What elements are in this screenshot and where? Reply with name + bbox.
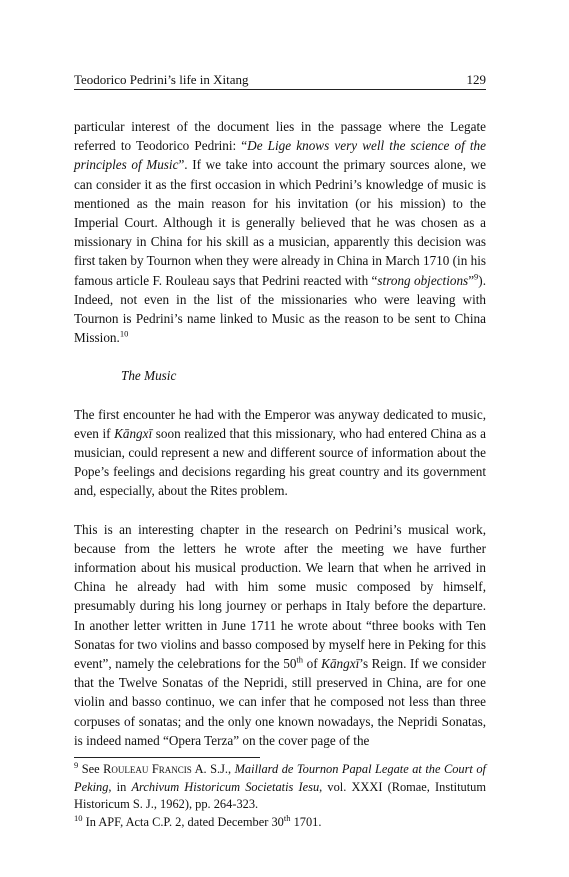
paragraph-gap bbox=[74, 386, 486, 405]
footnote-10: $^{10}$ In APF, Acta C.P. 2, dated December 30th 1701. bbox=[74, 812, 322, 829]
article-title: Maillard de Tournon Papal Legate at the Court of Peking bbox=[74, 762, 486, 794]
main-text bbox=[74, 117, 486, 750]
running-header bbox=[74, 71, 486, 88]
section-heading: The Music bbox=[121, 368, 177, 384]
journal-title: Archivum Historicum Societatis Iesu bbox=[131, 779, 320, 794]
emperor-name: Kāngxī bbox=[321, 656, 360, 672]
footnote-ref-10[interactable]: 10 bbox=[119, 328, 129, 339]
footnote-ref-9[interactable]: 9 bbox=[474, 271, 479, 282]
running-title: Teodorico Pedrini’s life in Xitang bbox=[74, 72, 249, 87]
paragraph-2: The first encounter he had with the Emperor was anyway dedicated to music, even if Kāngxī soon realized that this missionary, who had entered China as a musician, could represent a new and different source of information about the Pope’s feelings and decisions regarding his great country and its government and, especially, about the Rites problem. bbox=[74, 406, 486, 499]
quote-italic: De Lige knows very well the science of the principles of Music bbox=[74, 138, 486, 173]
quote-italic-2: strong objections bbox=[377, 272, 469, 288]
paragraph-gap bbox=[74, 347, 486, 366]
ordinal-sup: th bbox=[283, 812, 291, 823]
paragraph-1: particular interest of the document lies in the passage where the Legate referred to Teodorico Pedrini: “De Lige knows very well the science of the principles of Music”. If we take into account the primary sources alone, we can consider it as the first occasion in which Pedrini’s knowledge of music is mentioned as the main reason for his invitation (or his mission) to the Imperial Court. Although it is generally believed that he was chosen as a missionary in China for his skill as a musician, apparently this decision was first taken by Tournon when they were already in China in March 1710 (in his famous article F. Rouleau says that Pedrini reacted with “strong objections”$^9$). Indeed, not even in the list of the missionaries who were leaving with Tournon is Pedrini’s name linked to Music as the reason to be sent to China Mission.$^{10}$ bbox=[74, 119, 486, 346]
paragraph-gap bbox=[74, 501, 486, 520]
footnote-9: $^9$ See Rouleau Francis A. S.J., Maillard de Tournon Papal Legate at the Court of Peking, in Archivum Historicum Societatis Iesu, vol. XXXI (Romae, Institutum Historicum S. J., 1962), pp. 264-323. bbox=[74, 759, 486, 811]
emperor-name: Kāngxī bbox=[114, 425, 153, 441]
footnote-mark: 9 bbox=[74, 759, 79, 770]
footnote-mark: 10 bbox=[74, 812, 83, 823]
footnotes bbox=[74, 761, 486, 831]
page-number: 129 bbox=[466, 72, 486, 87]
header-rule bbox=[74, 89, 486, 90]
paragraph-3: This is an interesting chapter in the research on Pedrini’s musical work, because from the letters he wrote after the meeting we have further information about his musical production. We learn that when he arrived in China he already had with him some music composed by himself, presumably during his long journey or perhaps in Italy before the departure. In another letter written in June 1711 he wrote about “three books with Ten Sonatas for two violins and basso composed by myself here in Peking for this event”, namely the celebrations for the 50th of Kāngxī’s Reign. If we consider that the Twelve Sonatas of the Nepridi, still preserved in China, are for one violin and basso continuo, we can infer that he composed not less than three corpuses of sonatas; and the only one known nowadays, the Nepridi Sonatas, is indeed named “Opera Terza” on the cover page of the bbox=[74, 521, 486, 748]
author-name: Rouleau Francis bbox=[103, 762, 192, 776]
ordinal-sup: th bbox=[296, 654, 304, 665]
footnote-rule bbox=[74, 757, 260, 758]
